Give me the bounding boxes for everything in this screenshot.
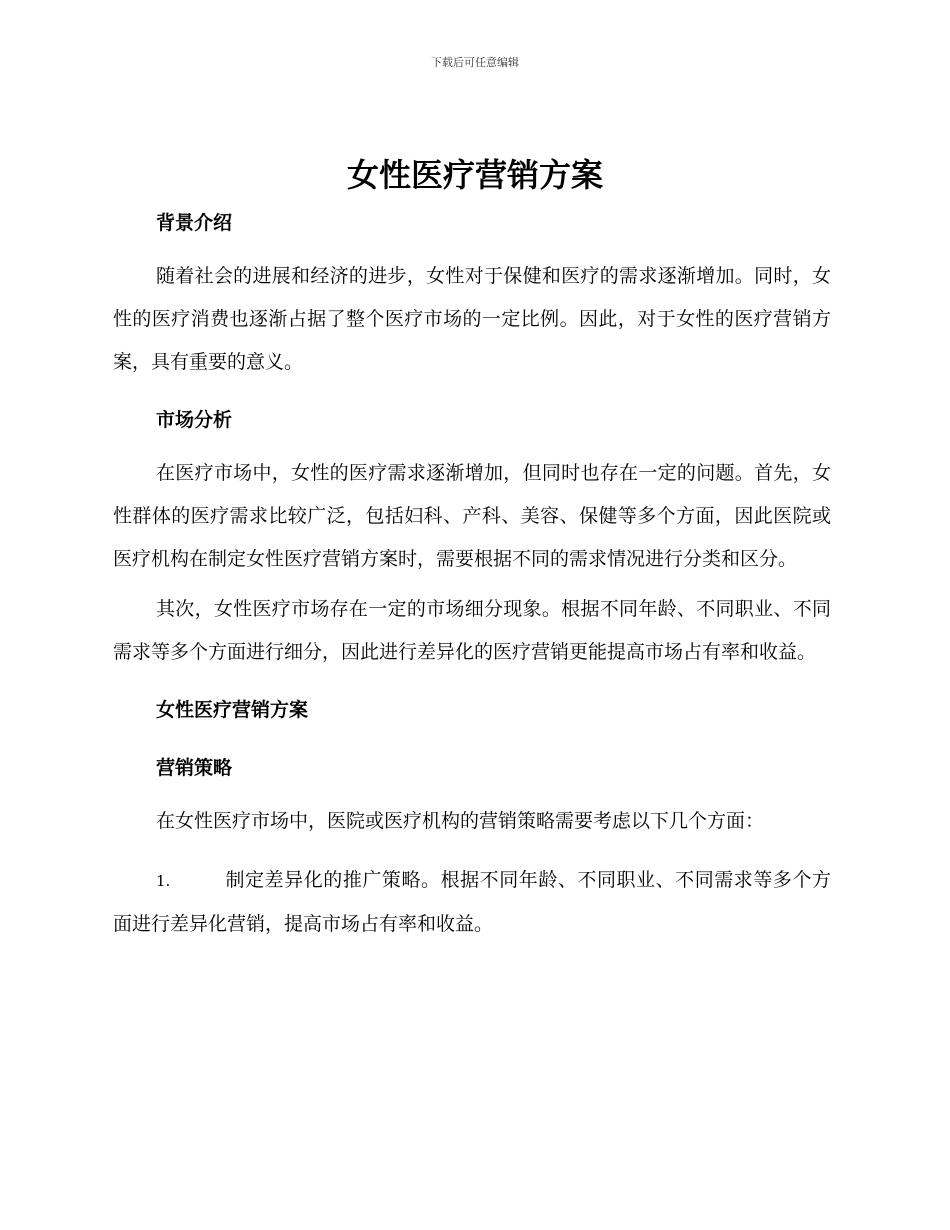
- section-heading-plan: 女性医疗营销方案: [156, 699, 309, 721]
- list-item: [113, 859, 831, 946]
- document-body: [113, 205, 831, 946]
- section-heading-strategy: 营销策略: [156, 757, 233, 779]
- paragraph-market-2: 其次，女性医疗市场存在一定的市场细分现象。根据不同年龄、不同职业、不同需求等多个方面进行细分，因此进行差异化的医疗营销更能提高市场占有率和收益。: [113, 598, 831, 663]
- section-heading-market: 市场分析: [156, 409, 233, 431]
- list-item-number: 1.: [156, 872, 171, 890]
- paragraph-background: 随着社会的进展和经济的进步，女性对于保健和医疗的需求逐渐增加。同时，女性的医疗消费也逐渐占据了整个医疗市场的一定比例。因此，对于女性的医疗营销方案，具有重要的意义。: [113, 265, 831, 373]
- paragraph-market-1: 在医疗市场中，女性的医疗需求逐渐增加，但同时也存在一定的问题。首先，女性群体的医疗需求比较广泛，包括妇科、产科、美容、保健等多个方面，因此医院或医疗机构在制定女性医疗营销方案时，需要根据不同的需求情况进行分类和区分。: [113, 462, 831, 570]
- list-item-text: 制定差异化的推广策略。根据不同年龄、不同职业、不同需求等多个方面进行差异化营销，提高市场占有率和收益。: [113, 869, 831, 935]
- document-title: 女性医疗营销方案: [346, 156, 603, 194]
- paragraph-strategy: 在女性医疗市场中，医院或医疗机构的营销策略需要考虑以下几个方面：: [156, 810, 765, 832]
- header-note: 下载后可任意编辑: [431, 56, 519, 69]
- section-heading-background: 背景介绍: [156, 212, 233, 234]
